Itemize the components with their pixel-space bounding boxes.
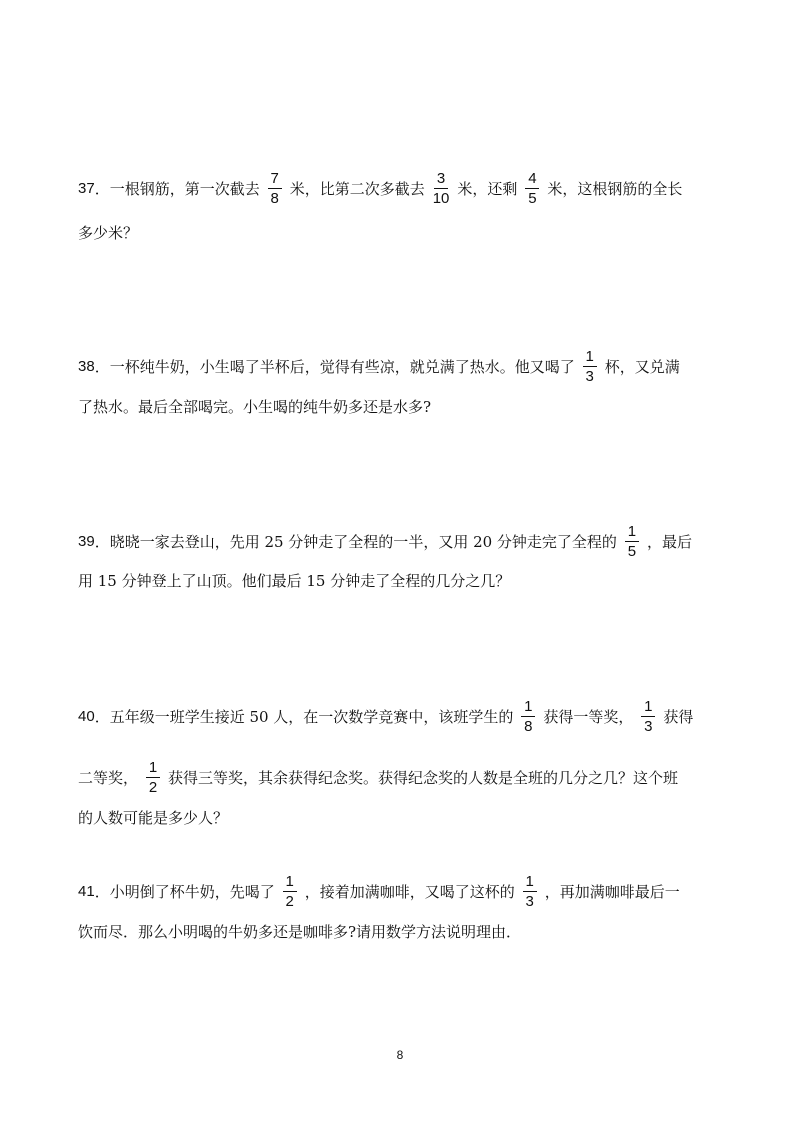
q41-fraction-2-numerator: 1 (523, 874, 537, 892)
q40-text-a: ．五年级一班学生接近 50 人，在一次数学竞赛中，该班学生的 (94, 707, 514, 726)
q37-text-b: 米，比第二次多截去 (289, 179, 425, 198)
q38-number: 38 (78, 357, 95, 375)
q41-text-c: ，再加满咖啡最后一 (544, 882, 680, 901)
q41-text-b: ，接着加满咖啡，又喝了这杯的 (304, 882, 515, 901)
q41-line-1 (78, 871, 680, 911)
q40-fraction-1-numerator: 1 (521, 699, 535, 717)
q40-line-1 (78, 696, 693, 736)
q39-text-b: ，最后 (646, 532, 692, 551)
q40-text-c: 获得 (663, 707, 694, 726)
q37-number: 37 (78, 179, 95, 197)
q38-fraction-1 (583, 349, 597, 384)
q41-fraction-2 (523, 874, 537, 909)
q38-text-a: ．一杯纯牛奶，小生喝了半杯后，觉得有些凉，就兑满了热水。他又喝了 (94, 357, 575, 376)
q39-fraction-1-denominator: 5 (627, 542, 637, 560)
q40-line2-text-a: 二等奖， (78, 768, 139, 787)
q40-line2-fraction-1-numerator: 1 (146, 760, 160, 778)
q39-text-a: ．晓晓一家去登山，先用 25 分钟走了全程的一半，又用 20 分钟走完了全程的 (94, 532, 617, 551)
q41-fraction-1 (283, 874, 297, 909)
q40-fraction-1-denominator: 8 (524, 717, 533, 735)
q40-line-2 (78, 757, 678, 797)
q41-number: 41 (78, 882, 95, 900)
q40-number: 40 (78, 707, 95, 725)
q40-line2-fraction-1-denominator: 2 (148, 778, 158, 796)
q38-line-2: 了热水。最后全部喝完。小生喝的纯牛奶多还是水多? (78, 397, 432, 416)
q41-line-2: 饮而尽．那么小明喝的牛奶多还是咖啡多?请用数学方法说明理由． (78, 922, 522, 941)
q37-fraction-2-numerator: 3 (434, 171, 448, 189)
q37-line-1 (78, 168, 682, 208)
q40-fraction-1 (521, 699, 535, 734)
q38-line-1 (78, 346, 680, 386)
q39-fraction-1 (625, 524, 639, 559)
q38-text-b: 杯，又兑满 (604, 357, 680, 376)
q41-fraction-2-denominator: 3 (525, 892, 534, 910)
q37-fraction-3-numerator: 4 (525, 171, 539, 189)
q41-fraction-1-denominator: 2 (285, 892, 294, 910)
page-number: 8 (396, 1048, 404, 1062)
q41-fraction-1-numerator: 1 (283, 874, 297, 892)
q41-text-a: ．小明倒了杯牛奶，先喝了 (94, 882, 275, 901)
q37-line-2: 多少米？ (78, 223, 139, 242)
q38-fraction-1-denominator: 3 (585, 367, 594, 385)
q37-fraction-1-denominator: 8 (270, 189, 279, 207)
q37-fraction-3 (525, 171, 539, 206)
q37-fraction-2 (433, 171, 450, 206)
q40-fraction-2-numerator: 1 (641, 699, 655, 717)
q40-line2-fraction-1 (146, 760, 160, 795)
q37-text-a: ．一根钢筋，第一次截去 (94, 179, 260, 198)
q37-fraction-1 (268, 171, 282, 206)
q39-line-2: 用 15 分钟登上了山顶。他们最后 15 分钟走了全程的几分之几？ (78, 571, 511, 590)
q40-line-3: 的人数可能是多少人？ (78, 808, 229, 827)
q40-fraction-2 (641, 699, 655, 734)
q37-fraction-1-numerator: 7 (268, 171, 282, 189)
q40-line2-text-b: 获得三等奖，其余获得纪念奖。获得纪念奖的人数是全班的几分之几？这个班 (168, 768, 679, 787)
q39-number: 39 (78, 532, 95, 550)
q37-fraction-3-denominator: 5 (528, 189, 537, 207)
q38-fraction-1-numerator: 1 (583, 349, 597, 367)
q39-fraction-1-numerator: 1 (625, 524, 639, 542)
q37-text-d: 米，这根钢筋的全长 (547, 179, 683, 198)
q37-text-c: 米，还剩 (457, 179, 518, 198)
q39-line-1 (78, 521, 692, 561)
q40-fraction-2-denominator: 3 (644, 717, 653, 735)
q40-text-b: 获得一等奖， (543, 707, 634, 726)
q37-fraction-2-denominator: 10 (432, 189, 450, 207)
